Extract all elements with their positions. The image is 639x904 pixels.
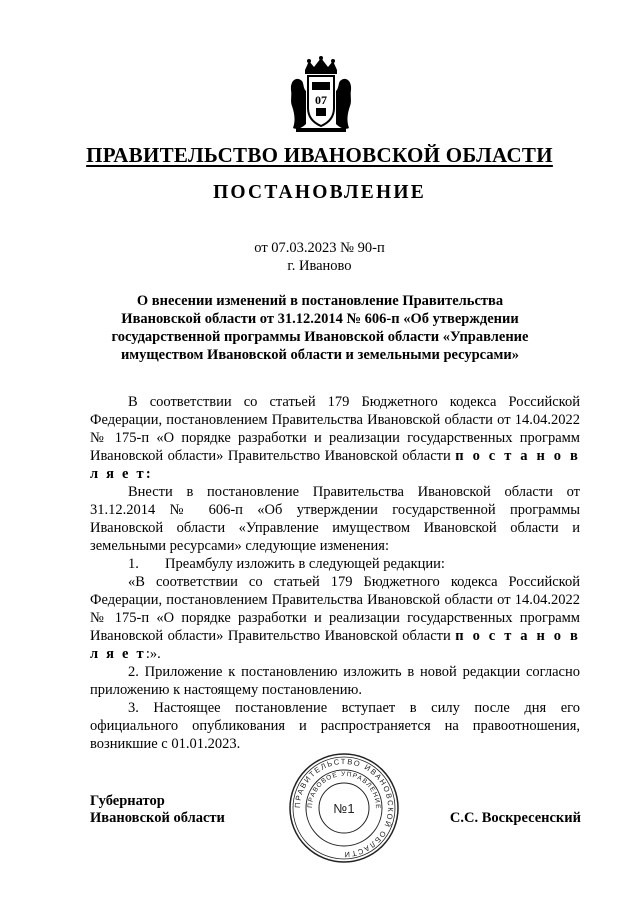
- signatory-post: [90, 793, 225, 827]
- decree-word: п о с т а н о в л я е т:: [90, 448, 581, 482]
- heading-line: имуществом Ивановской области и земельными ресурсами»: [120, 347, 520, 363]
- item-1-paragraph: [90, 555, 580, 573]
- document-city: г. Иваново: [287, 258, 352, 274]
- heading-line: О внесении изменений в постановление Правительства: [136, 293, 504, 309]
- quote-paragraph: «В соответствии со статьей 179 Бюджетного кодекса Российской Федерации, постановлением Правительства Ивановской области от 14.04.2022 № 175-п «О порядке разработки и реализации государственных программ Ивановской области» Правительство Ивановской области п о с т а н о в л я е т:».: [90, 574, 581, 662]
- heading-line: государственной программы Ивановской области «Управление: [111, 329, 529, 345]
- coat-of-arms-icon: [288, 56, 354, 136]
- quote-decree-word: п о с т а н о в л я е т: [90, 628, 581, 662]
- item-2-paragraph: 2. Приложение к постановлению изложить в новой редакции согласно приложению к настоящему постановлению.: [90, 664, 580, 698]
- signatory-name: С.С. Воскресенский: [449, 810, 581, 826]
- svg-text:07: 07: [315, 93, 327, 107]
- item-1-number: 1.: [128, 556, 139, 572]
- preamble-paragraph: В соответствии со статьей 179 Бюджетного кодекса Российской Федерации, постановлением Правительства Ивановской области от 14.04.2022 № 175-п «О порядке разработки и реализации государственных программ Ивановской области» Правительство Ивановской области п о с т а н о в л я е т:: [90, 394, 581, 482]
- document-date-number: от 07.03.2023 № 90-п: [254, 240, 385, 256]
- seal-inner-text: ПРАВОВОЕ УПРАВЛЕНИЕ: [306, 770, 382, 810]
- item-3-paragraph: 3. Настоящее постановление вступает в силу после дня его официального опубликования и распространяется на правоотношения, возникшие с 01.01.2023.: [90, 700, 580, 752]
- intro-paragraph: Внести в постановление Правительства Ивановской области от 31.12.2014 № 606-п «Об утверждении государственной программы Ивановской области «Управление имуществом Ивановской области и земельными ресурсами» следующие изменения:: [90, 484, 580, 554]
- official-seal-icon: [288, 752, 400, 864]
- signatory-post-line: Ивановской области: [90, 810, 225, 826]
- seal-outer-text: ПРАВИТЕЛЬСТВО ИВАНОВСКОЙ ОБЛАСТИ: [292, 756, 396, 860]
- document-type: ПОСТАНОВЛЕНИЕ: [213, 182, 426, 203]
- item-1-text: Преамбулу изложить в следующей редакции:: [165, 556, 445, 572]
- seal-center-text: №1: [333, 801, 355, 816]
- signatory-post-line: Губернатор: [90, 793, 165, 809]
- organization-title: ПРАВИТЕЛЬСТВО ИВАНОВСКОЙ ОБЛАСТИ: [86, 143, 553, 167]
- document-body: [90, 393, 580, 753]
- heading-line: Ивановской области от 31.12.2014 № 606-п «Об утверждении: [121, 311, 519, 327]
- document-heading: [105, 292, 535, 364]
